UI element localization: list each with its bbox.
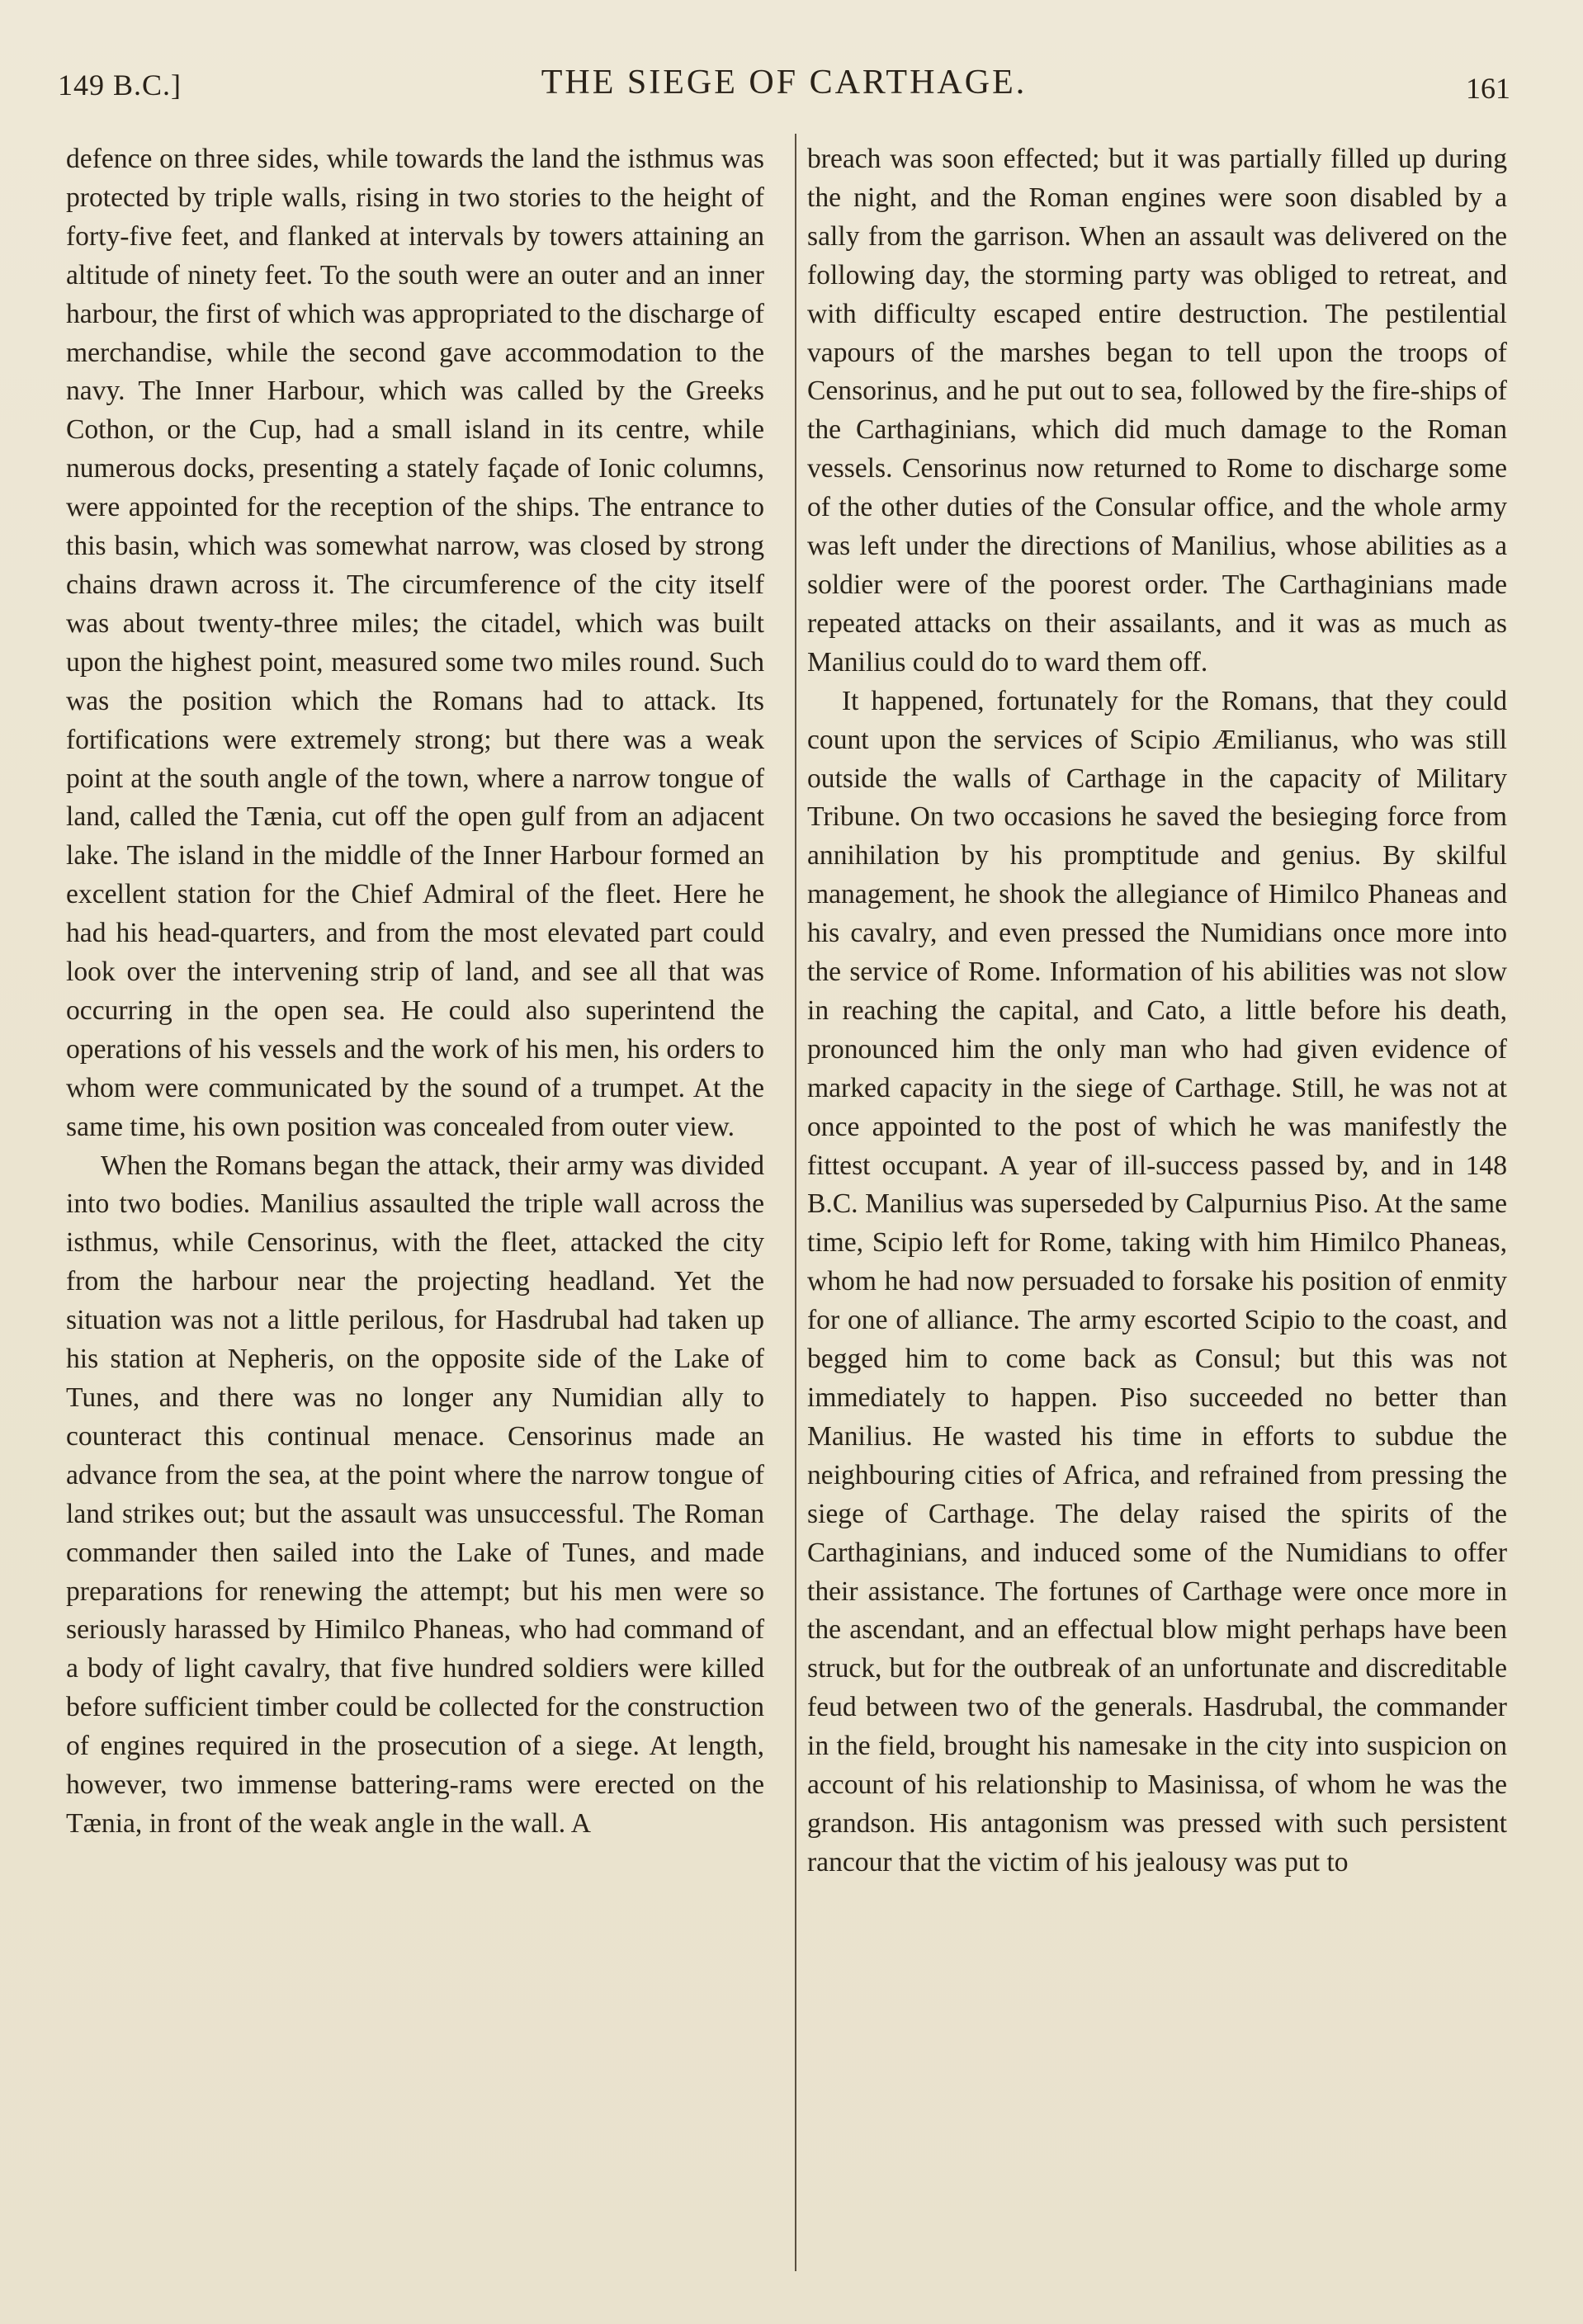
paragraph: breach was soon effected; but it was partially filled up during the night, and the Roman engines were soon disabled by a sally from the garrison. When an assault was delivered on the following day, the storming party was obliged to retreat, and with difficulty escaped entire destruction. The pestilential vapours of the marshes began to tell upon the troops of Censorinus, and he put out to sea, followed by the fire-ships of the Carthaginians, which did much damage to the Roman vessels. Censorinus now returned to Rome to discharge some of the other duties of the Consular office, and the whole army was left under the directions of Manilius, whose abilities as a soldier were of the poorest order. The Carthaginians made repeated attacks on their assailants, and it was as much as Manilius could do to ward them off. bbox=[807, 144, 1507, 678]
paragraph: defence on three sides, while towards the land the isthmus was protected by triple walls, rising in two stories to the height of forty-five feet, and flanked at intervals by towers attaining an altitude of ninety feet. To the south were an outer and an inner harbour, the first of which was appropriated to the discharge of merchandise, while the second gave accommodation to the navy. The Inner Harbour, which was called by the Greeks Cothon, or the Cup, had a small island in its centre, while numerous docks, presenting a stately façade of Ionic columns, were appointed for the reception of the ships. The entrance to this basin, which was somewhat narrow, was closed by strong chains drawn across it. The circumference of the city itself was about twenty-three miles; the citadel, which was built upon the highest point, measured some two miles round. Such was the position which the Romans had to attack. Its fortifications were extremely strong; but there was a weak point at the south angle of the town, where a narrow tongue of land, called the Tænia, cut off the open gulf from an adjacent lake. The island in the middle of the Inner Harbour formed an excellent station for the Chief Admiral of the fleet. Here he had his head-quarters, and from the most elevated part could look over the intervening strip of land, and see all that was occurring in the open sea. He could also superintend the operations of his vessels and the work of his men, his orders to whom were communicated by the sound of a trumpet. At the same time, his own position was concealed from outer view. bbox=[66, 144, 764, 1142]
page-title: THE SIEGE OF CARTHAGE. bbox=[541, 64, 1028, 102]
running-header bbox=[58, 59, 1510, 109]
paragraph: It happened, fortunately for the Romans, that they could count upon the services of Scipio Æmilianus, who was still outside the walls of Carthage in the capacity of Military Tribune. On two occasions he saved the besieging force from annihilation by his promptitude and genius. By skilful management, he shook the allegiance of Himilco Phaneas and his cavalry, and even pressed the Numidians once more into the service of Rome. Information of his abilities was not slow in reaching the capital, and Cato, a little before his death, pronounced him the only man who had given evidence of marked capacity in the siege of Carthage. Still, he was not at once appointed to the post of which he was manifestly the fittest occupant. A year of ill-success passed by, and in 148 B.C. Manilius was superseded by Calpurnius Piso. At the same time, Scipio left for Rome, taking with him Himilco Phaneas, whom he had now persuaded to forsake his position of enmity for one of alliance. The army escorted Scipio to the coast, and begged him to come back as Consul; but this was not immediately to happen. Piso succeeded no better than Manilius. He wasted his time in efforts to subdue the neighbouring cities of Africa, and refrained from pressing the siege of Carthage. The delay raised the spirits of the Carthaginians, and induced some of the Numidians to offer their assistance. The fortunes of Carthage were once more in the ascendant, and an effectual blow might perhaps have been struck, but for the outbreak of an unfortunate and discreditable feud between two of the generals. Hasdrubal, the commander in the field, brought his namesake in the city into suspicion on account of his relationship to Masinissa, of whom he was the grandson. His antagonism was pressed with such persistent rancour that the victim of his jealousy was put to bbox=[807, 685, 1507, 1878]
page-number: 161 bbox=[1466, 72, 1510, 105]
left-column bbox=[66, 140, 764, 1844]
right-column bbox=[807, 140, 1507, 1882]
date-marker: 149 B.C.] bbox=[58, 68, 182, 102]
column-divider bbox=[795, 134, 796, 2271]
paragraph: When the Romans began the attack, their army was divided into two bodies. Manilius assaulted the triple wall across the isthmus, while Censorinus, with the fleet, attacked the city from the harbour near the projecting headland. Yet the situation was not a little perilous, for Hasdrubal had taken up his station at Nepheris, on the opposite side of the Lake of Tunes, and there was no longer any Numidian ally to counteract this continual menace. Censorinus made an advance from the sea, at the point where the narrow tongue of land strikes out; but the assault was unsuccessful. The Roman commander then sailed into the Lake of Tunes, and made preparations for renewing the attempt; but his men were so seriously harassed by Himilco Phaneas, who had command of a body of light cavalry, that five hundred soldiers were killed before sufficient timber could be collected for the construction of engines required in the prosecution of a siege. At length, however, two immense battering-rams were erected on the Tænia, in front of the weak angle in the wall. A bbox=[66, 1150, 764, 1839]
